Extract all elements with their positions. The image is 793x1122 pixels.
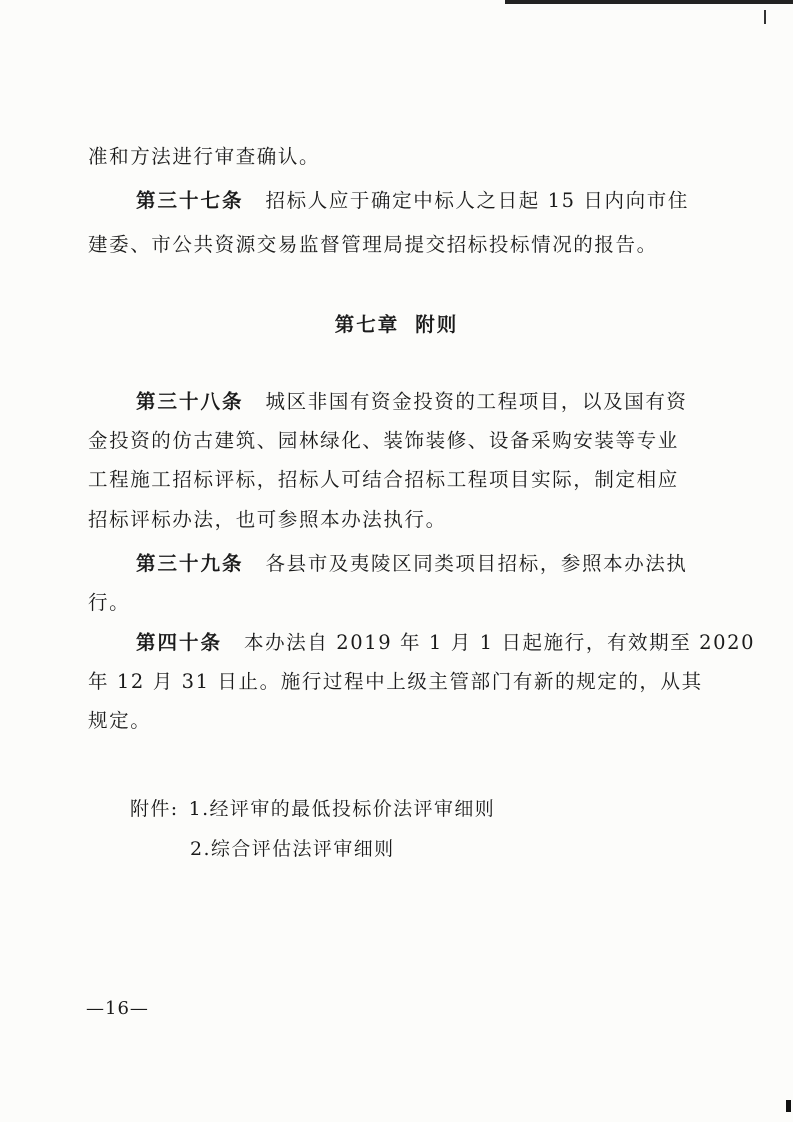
- article-37-line-2: 建委、市公共资源交易监督管理局提交招标投标情况的报告。: [88, 233, 658, 256]
- article-38-text-1: 城区非国有资金投资的工程项目，以及国有资: [265, 390, 688, 413]
- article-39-heading: 第三十九条: [136, 552, 244, 575]
- attachment-line-1: [130, 794, 495, 821]
- attachment-item-1: 1.经评审的最低投标价法评审细则: [188, 798, 496, 820]
- article-40-text-1: 本办法自 2019 年 1 月 1 日起施行，有效期至 2020: [244, 631, 756, 654]
- article-38-line-1: [136, 383, 688, 421]
- chapter-heading: [0, 309, 793, 337]
- continuation-line: 准和方法进行审查确认。: [88, 145, 321, 168]
- article-40-line-2: 年 12 月 31 日止。施行过程中上级主管部门有新的规定的，从其: [88, 670, 703, 693]
- attachment-label: 附件:: [130, 798, 179, 820]
- article-38-line-2: 金投资的仿古建筑、园林绿化、装饰装修、设备采购安装等专业: [88, 429, 679, 452]
- article-38-line-4: 招标评标办法，也可参照本办法执行。: [88, 508, 447, 531]
- article-39-line-2: 行。: [88, 591, 131, 614]
- article-38-line-3: 工程施工招标评标，招标人可结合招标工程项目实际，制定相应: [88, 468, 679, 491]
- article-37-text-1: 招标人应于确定中标人之日起 15 日内向市住: [265, 189, 689, 212]
- article-39-text-1: 各县市及夷陵区同类项目招标，参照本办法执: [265, 552, 688, 575]
- article-40-line-3: 规定。: [88, 709, 152, 732]
- page-number: —16—: [86, 998, 149, 1019]
- article-40-heading: 第四十条: [136, 631, 223, 654]
- article-37-heading: 第三十七条: [136, 189, 244, 212]
- article-39-line-1: [136, 545, 688, 583]
- scan-edge-line: [505, 0, 793, 4]
- article-40-line-1: [136, 624, 755, 662]
- article-37-line-1: [136, 182, 689, 220]
- chapter-title: 附则: [415, 313, 459, 336]
- attachment-item-2: 2.综合评估法评审细则: [190, 838, 395, 860]
- chapter-number: 第七章: [334, 313, 400, 336]
- article-38-heading: 第三十八条: [136, 390, 244, 413]
- scan-edge-mark: [786, 1100, 791, 1112]
- scan-edge-mark: [764, 10, 766, 24]
